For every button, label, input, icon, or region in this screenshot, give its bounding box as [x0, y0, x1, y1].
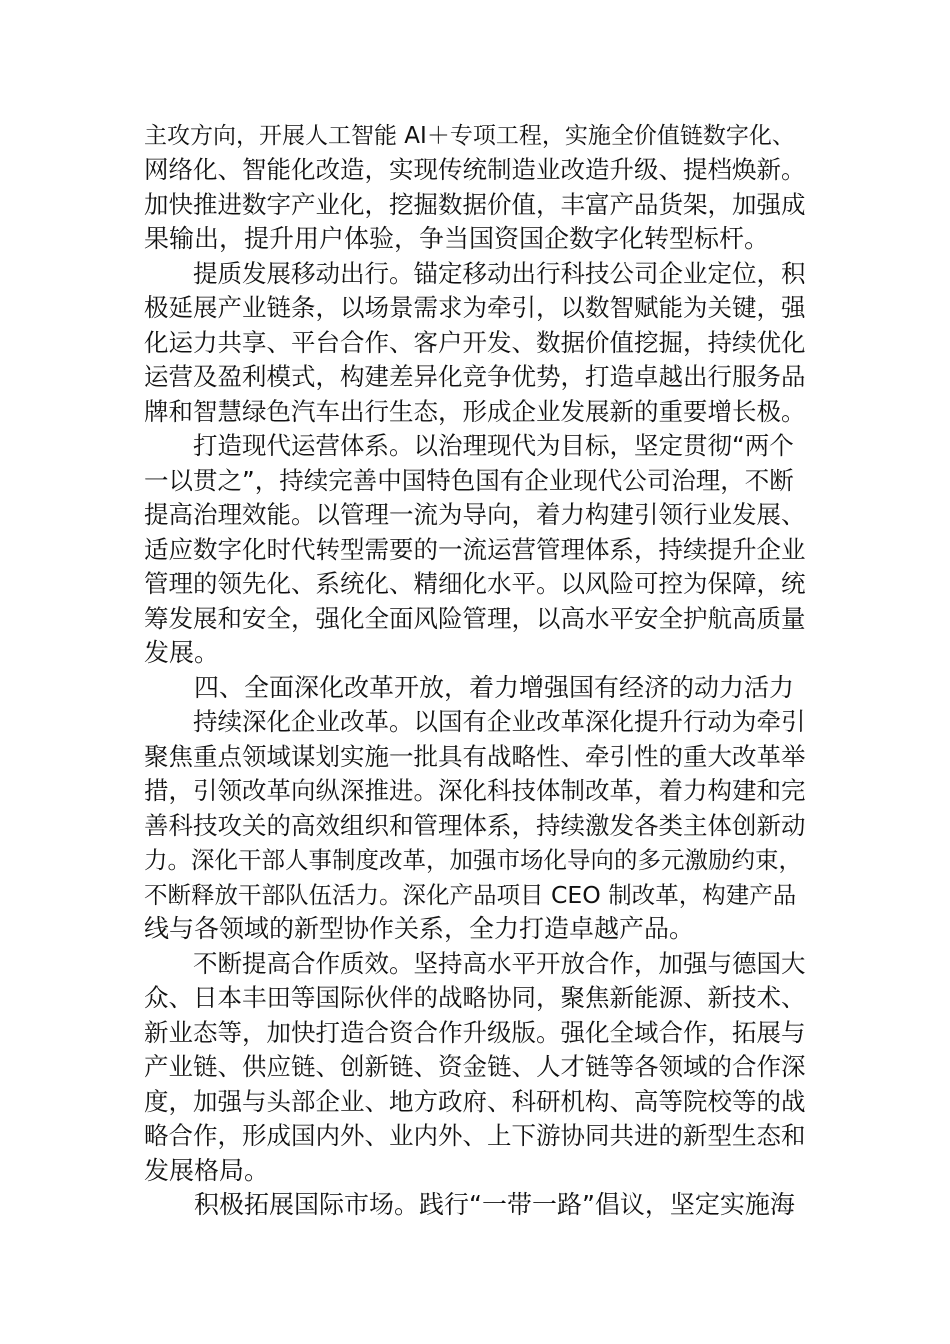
text-line: 发展。: [144, 638, 220, 667]
text-line: 新业态等，加快打造合资合作升级版。强化全域合作，拓展与: [144, 1018, 806, 1047]
text-line: 加快推进数字产业化，挖掘数据价值，丰富产品货架，加强成: [144, 190, 806, 219]
text-line: 适应数字化时代转型需要的一流运营管理体系，持续提升企业: [144, 535, 806, 564]
text-line: 一以贯之”，持续完善中国特色国有企业现代公司治理，不断: [144, 466, 794, 495]
text-line: 不断释放干部队伍活力。深化产品项目 CEO 制改革，构建产品: [144, 881, 797, 909]
text-line: 极延展产业链条，以场景需求为牵引，以数智赋能为关键，强: [144, 293, 806, 322]
text-line: 聚焦重点领域谋划实施一批具有战略性、牵引性的重大改革举: [144, 742, 806, 771]
text-line: 牌和智慧绿色汽车出行生态，形成企业发展新的重要增长极。: [144, 397, 806, 426]
text-line: 度，加强与头部企业、地方政府、科研机构、高等院校等的战: [144, 1087, 806, 1116]
text-line: 产业链、供应链、创新链、资金链、人才链等各领域的合作深: [144, 1052, 806, 1081]
text-line: 不断提高合作质效。坚持高水平开放合作，加强与德国大: [144, 949, 806, 978]
text-line: 积极拓展国际市场。践行“一带一路”倡议，坚定实施海: [144, 1190, 795, 1219]
text-line: 运营及盈利模式，构建差异化竞争优势，打造卓越出行服务品: [144, 362, 806, 391]
text-line: 善科技攻关的高效组织和管理体系，持续激发各类主体创新动: [144, 811, 806, 840]
text-line: 果输出，提升用户体验，争当国资国企数字化转型标杆。: [144, 224, 770, 253]
text-line: 提质发展移动出行。锚定移动出行科技公司企业定位，积: [144, 259, 806, 288]
text-line: 略合作，形成国内外、业内外、上下游协同共进的新型生态和: [144, 1121, 806, 1150]
section-heading: 四、全面深化改革开放，着力增强国有经济的动力活力: [144, 673, 795, 702]
text-line: 措，引领改革向纵深推进。深化科技体制改革，着力构建和完: [144, 776, 806, 805]
text-line: 管理的领先化、系统化、精细化水平。以风险可控为保障，统: [144, 569, 806, 598]
text-line: 力。深化干部人事制度改革，加强市场化导向的多元激励约束，: [144, 846, 802, 874]
text-line: 持续深化企业改革。以国有企业改革深化提升行动为牵引: [144, 707, 806, 736]
text-line: 众、日本丰田等国际伙伴的战略协同，聚焦新能源、新技术、: [144, 983, 806, 1012]
text-line: 线与各领域的新型协作关系，全力打造卓越产品。: [144, 914, 695, 943]
text-line: 筹发展和安全，强化全面风险管理，以高水平安全护航高质量: [144, 604, 806, 633]
text-line: 网络化、智能化改造，实现传统制造业改造升级、提档焕新。: [144, 155, 806, 184]
text-line: 打造现代运营体系。以治理现代为目标，坚定贯彻“两个: [144, 431, 794, 460]
text-line: 主攻方向，开展人工智能 AI＋专项工程，实施全价值链数字化、: [144, 123, 795, 149]
text-line: 化运力共享、平台合作、客户开发、数据价值挖掘，持续优化: [144, 328, 806, 357]
text-line: 发展格局。: [144, 1156, 270, 1185]
text-line: 提高治理效能。以管理一流为导向，着力构建引领行业发展、: [144, 500, 806, 529]
